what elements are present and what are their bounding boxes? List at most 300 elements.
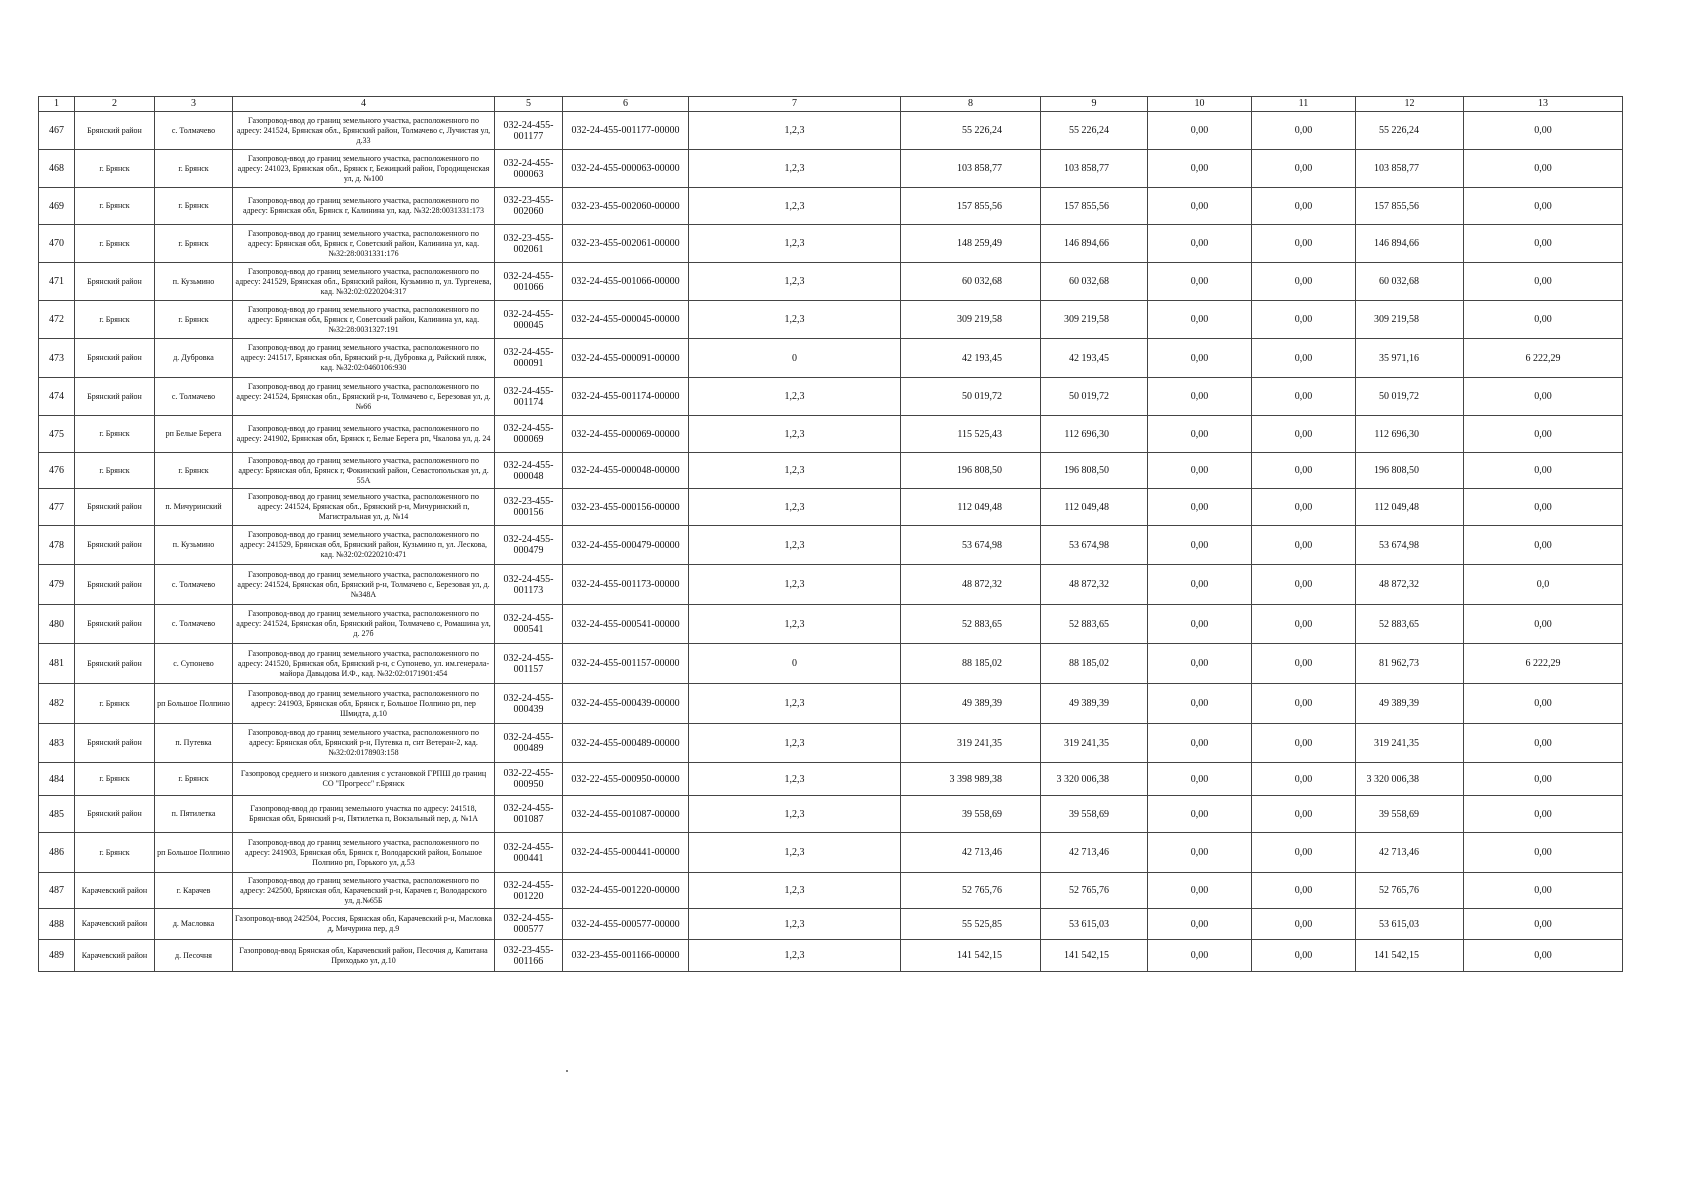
cell-initial-value: 50 019,72 <box>901 378 1041 416</box>
cell-book-value: 112 049,48 <box>1041 489 1148 526</box>
cell-value-col-11: 0,00 <box>1252 909 1356 940</box>
cell-initial-value: 53 674,98 <box>901 526 1041 565</box>
cell-district: г. Брянск <box>75 188 155 225</box>
cell-value-col-13: 0,00 <box>1464 489 1623 526</box>
cell-note-code: 1,2,3 <box>689 909 901 940</box>
cell-district: г. Брянск <box>75 225 155 263</box>
table-row <box>39 378 1623 416</box>
column-header-10: 10 <box>1148 97 1252 112</box>
cell-initial-value: 141 542,15 <box>901 940 1041 972</box>
cell-initial-value: 52 883,65 <box>901 605 1041 644</box>
cell-book-value: 52 765,76 <box>1041 873 1148 909</box>
cell-object-description: Газопровод-ввод до границ земельного участка, расположенного по адресу: Брянская обл, Брянск г, Советский район, Калинина ул, кад. №32:28:0031331:176 <box>233 225 495 263</box>
cell-district: Брянский район <box>75 339 155 378</box>
cell-object-description: Газопровод-ввод до границ земельного участка, расположенного по адресу: Брянская обл, Брянск г, Советский район, Калинина ул, кад. №32:28:0031327:191 <box>233 301 495 339</box>
cell-value-col-13: 0,00 <box>1464 909 1623 940</box>
cell-object-description: Газопровод-ввод до границ земельного участка по адресу: 241518, Брянская обл, Брянский р-н, Пятилетка п, Вокзальный пер, д. №1А <box>233 796 495 833</box>
cell-note-code: 1,2,3 <box>689 833 901 873</box>
cell-book-value: 53 674,98 <box>1041 526 1148 565</box>
cell-object-description: Газопровод-ввод до границ земельного участка, расположенного по адресу: 241520, Брянская обл, Брянский р-н, с Супонево, ул. им.генерала-майора Давыдова И.Ф., кад. №32:02:0171901:454 <box>233 644 495 684</box>
cell-object-description: Газопровод-ввод до границ земельного участка, расположенного по адресу: 241524, Брянская обл, Брянский район, Толмачево с, Ромашина ул, д. 27б <box>233 605 495 644</box>
cell-book-value: 141 542,15 <box>1041 940 1148 972</box>
cell-inventory-number: 032-24-455-001066 <box>495 263 563 301</box>
cell-row-number: 473 <box>39 339 75 378</box>
cell-row-number: 484 <box>39 763 75 796</box>
cell-value-col-10: 0,00 <box>1148 339 1252 378</box>
cell-residual-value: 42 713,46 <box>1356 833 1464 873</box>
cell-cadastral-code: 032-22-455-000950-00000 <box>563 763 689 796</box>
table-row <box>39 339 1623 378</box>
cell-inventory-number: 032-24-455-001220 <box>495 873 563 909</box>
cell-district: Брянский район <box>75 112 155 150</box>
cell-note-code: 1,2,3 <box>689 724 901 763</box>
cell-value-col-11: 0,00 <box>1252 796 1356 833</box>
cell-row-number: 488 <box>39 909 75 940</box>
cell-initial-value: 148 259,49 <box>901 225 1041 263</box>
cell-value-col-13: 6 222,29 <box>1464 339 1623 378</box>
cell-cadastral-code: 032-24-455-000479-00000 <box>563 526 689 565</box>
cell-initial-value: 115 525,43 <box>901 416 1041 453</box>
cell-value-col-13: 0,00 <box>1464 763 1623 796</box>
cell-note-code: 1,2,3 <box>689 796 901 833</box>
cell-cadastral-code: 032-23-455-002061-00000 <box>563 225 689 263</box>
cell-cadastral-code: 032-24-455-001220-00000 <box>563 873 689 909</box>
cell-inventory-number: 032-22-455-000950 <box>495 763 563 796</box>
cell-settlement: рп Большое Полпино <box>155 684 233 724</box>
cell-settlement: г. Брянск <box>155 301 233 339</box>
cell-inventory-number: 032-24-455-000479 <box>495 526 563 565</box>
cell-value-col-10: 0,00 <box>1148 796 1252 833</box>
cell-note-code: 1,2,3 <box>689 416 901 453</box>
cell-settlement: г. Брянск <box>155 453 233 489</box>
table-row <box>39 684 1623 724</box>
cell-value-col-13: 0,0 <box>1464 565 1623 605</box>
cell-settlement: с. Толмачево <box>155 112 233 150</box>
cell-value-col-13: 0,00 <box>1464 225 1623 263</box>
cell-value-col-11: 0,00 <box>1252 150 1356 188</box>
cell-district: Карачевский район <box>75 909 155 940</box>
cell-book-value: 196 808,50 <box>1041 453 1148 489</box>
cell-book-value: 42 713,46 <box>1041 833 1148 873</box>
cell-residual-value: 112 696,30 <box>1356 416 1464 453</box>
cell-value-col-11: 0,00 <box>1252 489 1356 526</box>
cell-row-number: 476 <box>39 453 75 489</box>
cell-value-col-13: 0,00 <box>1464 526 1623 565</box>
table-row <box>39 188 1623 225</box>
cell-object-description: Газопровод-ввод до границ земельного участка, расположенного по адресу: 241524, Брянская обл, Брянский р-н, Толмачево с, Березовая ул, д. №348А <box>233 565 495 605</box>
cell-book-value: 88 185,02 <box>1041 644 1148 684</box>
cell-book-value: 319 241,35 <box>1041 724 1148 763</box>
cell-cadastral-code: 032-24-455-000541-00000 <box>563 605 689 644</box>
cell-cadastral-code: 032-24-455-000439-00000 <box>563 684 689 724</box>
cell-residual-value: 196 808,50 <box>1356 453 1464 489</box>
cell-book-value: 112 696,30 <box>1041 416 1148 453</box>
cell-district: Брянский район <box>75 644 155 684</box>
cell-value-col-10: 0,00 <box>1148 833 1252 873</box>
cell-object-description: Газопровод-ввод до границ земельного участка, расположенного по адресу: 241902, Брянская обл, Брянск г, Белые Берега рп, Чкалова ул, д. 24 <box>233 416 495 453</box>
cell-value-col-11: 0,00 <box>1252 526 1356 565</box>
cell-object-description: Газопровод-ввод до границ земельного участка, расположенного по адресу: 241529, Брянская обл, Брянский район, Кузьмино п, ул. Лескова, кад. №32:02:0220210:471 <box>233 526 495 565</box>
cell-inventory-number: 032-24-455-000048 <box>495 453 563 489</box>
table-row <box>39 416 1623 453</box>
cell-residual-value: 50 019,72 <box>1356 378 1464 416</box>
column-header-9: 9 <box>1041 97 1148 112</box>
column-header-11: 11 <box>1252 97 1356 112</box>
table-row <box>39 225 1623 263</box>
cell-inventory-number: 032-24-455-000489 <box>495 724 563 763</box>
cell-value-col-13: 6 222,29 <box>1464 644 1623 684</box>
cell-value-col-11: 0,00 <box>1252 833 1356 873</box>
cell-value-col-10: 0,00 <box>1148 263 1252 301</box>
cell-row-number: 483 <box>39 724 75 763</box>
cell-residual-value: 39 558,69 <box>1356 796 1464 833</box>
cell-book-value: 157 855,56 <box>1041 188 1148 225</box>
cell-settlement: д. Масловка <box>155 909 233 940</box>
cell-residual-value: 60 032,68 <box>1356 263 1464 301</box>
cell-district: Брянский район <box>75 605 155 644</box>
cell-district: Карачевский район <box>75 873 155 909</box>
cell-residual-value: 49 389,39 <box>1356 684 1464 724</box>
cell-residual-value: 52 883,65 <box>1356 605 1464 644</box>
cell-inventory-number: 032-24-455-000439 <box>495 684 563 724</box>
table-row <box>39 724 1623 763</box>
cell-district: г. Брянск <box>75 833 155 873</box>
cell-row-number: 475 <box>39 416 75 453</box>
cell-inventory-number: 032-24-455-001087 <box>495 796 563 833</box>
cell-settlement: п. Путевка <box>155 724 233 763</box>
table-row <box>39 833 1623 873</box>
cell-object-description: Газопровод-ввод до границ земельного участка, расположенного по адресу: 241517, Брянская обл, Брянский р-н, Дубровка д, Райский пляж, кад. №32:02:0460106:930 <box>233 339 495 378</box>
cell-district: г. Брянск <box>75 684 155 724</box>
cell-value-col-13: 0,00 <box>1464 150 1623 188</box>
cell-residual-value: 112 049,48 <box>1356 489 1464 526</box>
cell-settlement: г. Брянск <box>155 150 233 188</box>
cell-initial-value: 103 858,77 <box>901 150 1041 188</box>
cell-residual-value: 146 894,66 <box>1356 225 1464 263</box>
cell-object-description: Газопровод-ввод 242504, Россия, Брянская обл, Карачевский р-н, Масловка д, Мичурина пер, д.9 <box>233 909 495 940</box>
cell-residual-value: 157 855,56 <box>1356 188 1464 225</box>
cell-settlement: г. Брянск <box>155 763 233 796</box>
cell-initial-value: 52 765,76 <box>901 873 1041 909</box>
cell-initial-value: 157 855,56 <box>901 188 1041 225</box>
cell-value-col-11: 0,00 <box>1252 940 1356 972</box>
cell-note-code: 1,2,3 <box>689 526 901 565</box>
cell-value-col-11: 0,00 <box>1252 263 1356 301</box>
cell-settlement: д. Песочня <box>155 940 233 972</box>
column-header-1: 1 <box>39 97 75 112</box>
cell-value-col-13: 0,00 <box>1464 605 1623 644</box>
cell-district: Брянский район <box>75 526 155 565</box>
cell-value-col-11: 0,00 <box>1252 684 1356 724</box>
cell-residual-value: 3 320 006,38 <box>1356 763 1464 796</box>
cell-value-col-13: 0,00 <box>1464 263 1623 301</box>
cell-book-value: 49 389,39 <box>1041 684 1148 724</box>
cell-cadastral-code: 032-24-455-001174-00000 <box>563 378 689 416</box>
cell-row-number: 485 <box>39 796 75 833</box>
cell-object-description: Газопровод-ввод до границ земельного участка, расположенного по адресу: 241524, Брянская обл., Брянский район, Толмачево с, Лучистая ул, д.33 <box>233 112 495 150</box>
cell-cadastral-code: 032-24-455-000441-00000 <box>563 833 689 873</box>
cell-object-description: Газопровод-ввод до границ земельного участка, расположенного по адресу: 241903, Брянская обл, Брянск г, Володарский район, Большое Полпино рп, Горького ул, д.53 <box>233 833 495 873</box>
cell-settlement: п. Кузьмино <box>155 526 233 565</box>
cell-district: Брянский район <box>75 565 155 605</box>
cell-cadastral-code: 032-23-455-001166-00000 <box>563 940 689 972</box>
cell-value-col-13: 0,00 <box>1464 724 1623 763</box>
cell-book-value: 103 858,77 <box>1041 150 1148 188</box>
table-row <box>39 796 1623 833</box>
cell-settlement: рп Большое Полпино <box>155 833 233 873</box>
cell-object-description: Газопровод-ввод до границ земельного участка, расположенного по адресу: 242500, Брянская обл, Карачевский р-н, Карачев г, Володарского ул, д.№65Б <box>233 873 495 909</box>
cell-value-col-11: 0,00 <box>1252 763 1356 796</box>
cell-value-col-10: 0,00 <box>1148 724 1252 763</box>
cell-value-col-11: 0,00 <box>1252 416 1356 453</box>
cell-settlement: п. Мичуринский <box>155 489 233 526</box>
cell-initial-value: 42 193,45 <box>901 339 1041 378</box>
cell-cadastral-code: 032-23-455-002060-00000 <box>563 188 689 225</box>
table-row <box>39 526 1623 565</box>
cell-value-col-10: 0,00 <box>1148 112 1252 150</box>
cell-row-number: 468 <box>39 150 75 188</box>
cell-value-col-13: 0,00 <box>1464 188 1623 225</box>
cell-value-col-13: 0,00 <box>1464 378 1623 416</box>
cell-value-col-10: 0,00 <box>1148 684 1252 724</box>
cell-row-number: 486 <box>39 833 75 873</box>
table-row <box>39 489 1623 526</box>
column-header-8: 8 <box>901 97 1041 112</box>
column-header-2: 2 <box>75 97 155 112</box>
table-row <box>39 565 1623 605</box>
cell-value-col-13: 0,00 <box>1464 112 1623 150</box>
cell-inventory-number: 032-23-455-002060 <box>495 188 563 225</box>
cell-note-code: 1,2,3 <box>689 150 901 188</box>
cell-cadastral-code: 032-24-455-001173-00000 <box>563 565 689 605</box>
cell-district: Брянский район <box>75 378 155 416</box>
cell-initial-value: 60 032,68 <box>901 263 1041 301</box>
scan-speck <box>566 1070 568 1072</box>
cell-value-col-11: 0,00 <box>1252 378 1356 416</box>
cell-value-col-11: 0,00 <box>1252 724 1356 763</box>
cell-book-value: 309 219,58 <box>1041 301 1148 339</box>
cell-value-col-10: 0,00 <box>1148 909 1252 940</box>
cell-object-description: Газопровод-ввод до границ земельного участка, расположенного по адресу: Брянская обл, Брянский р-н, Путевка п, снт Ветеран-2, кад. №32:02:0178903:158 <box>233 724 495 763</box>
cell-district: г. Брянск <box>75 763 155 796</box>
cell-settlement: с. Толмачево <box>155 378 233 416</box>
cell-object-description: Газопровод-ввод Брянская обл, Карачевский район, Песочня д, Капитана Приходько ул, д.10 <box>233 940 495 972</box>
table-row <box>39 263 1623 301</box>
table-row <box>39 909 1623 940</box>
cell-value-col-10: 0,00 <box>1148 453 1252 489</box>
cell-value-col-13: 0,00 <box>1464 873 1623 909</box>
column-header-5: 5 <box>495 97 563 112</box>
cell-residual-value: 53 674,98 <box>1356 526 1464 565</box>
table-row <box>39 873 1623 909</box>
cell-book-value: 53 615,03 <box>1041 909 1148 940</box>
cell-settlement: г. Карачев <box>155 873 233 909</box>
cell-cadastral-code: 032-24-455-000063-00000 <box>563 150 689 188</box>
cell-object-description: Газопровод среднего и низкого давления с установкой ГРПШ до границ СО "Прогресс" г.Брянск <box>233 763 495 796</box>
cell-row-number: 477 <box>39 489 75 526</box>
cell-value-col-10: 0,00 <box>1148 150 1252 188</box>
cell-book-value: 146 894,66 <box>1041 225 1148 263</box>
cell-row-number: 489 <box>39 940 75 972</box>
cell-settlement: г. Брянск <box>155 225 233 263</box>
cell-inventory-number: 032-24-455-001157 <box>495 644 563 684</box>
cell-value-col-13: 0,00 <box>1464 453 1623 489</box>
cell-district: г. Брянск <box>75 453 155 489</box>
column-header-12: 12 <box>1356 97 1464 112</box>
column-header-4: 4 <box>233 97 495 112</box>
cell-cadastral-code: 032-24-455-001087-00000 <box>563 796 689 833</box>
cell-settlement: с. Толмачево <box>155 605 233 644</box>
cell-residual-value: 48 872,32 <box>1356 565 1464 605</box>
cell-initial-value: 39 558,69 <box>901 796 1041 833</box>
table-row <box>39 605 1623 644</box>
cell-value-col-11: 0,00 <box>1252 873 1356 909</box>
cell-inventory-number: 032-24-455-000541 <box>495 605 563 644</box>
cell-residual-value: 55 226,24 <box>1356 112 1464 150</box>
cell-object-description: Газопровод-ввод до границ земельного участка, расположенного по адресу: 241524, Брянская обл., Брянский р-н, Мичуринский п, Магистральная ул, д. №14 <box>233 489 495 526</box>
cell-value-col-11: 0,00 <box>1252 112 1356 150</box>
cell-initial-value: 112 049,48 <box>901 489 1041 526</box>
cell-value-col-11: 0,00 <box>1252 565 1356 605</box>
table-row <box>39 644 1623 684</box>
cell-book-value: 3 320 006,38 <box>1041 763 1148 796</box>
table-body <box>39 112 1623 972</box>
cell-residual-value: 103 858,77 <box>1356 150 1464 188</box>
cell-district: Брянский район <box>75 796 155 833</box>
cell-book-value: 42 193,45 <box>1041 339 1148 378</box>
cell-object-description: Газопровод-ввод до границ земельного участка, расположенного по адресу: Брянская обл, Брянск г, Фокинский район, Севастопольская ул, д. 55А <box>233 453 495 489</box>
property-table <box>38 96 1623 972</box>
cell-value-col-10: 0,00 <box>1148 378 1252 416</box>
cell-cadastral-code: 032-23-455-000156-00000 <box>563 489 689 526</box>
cell-residual-value: 319 241,35 <box>1356 724 1464 763</box>
cell-inventory-number: 032-24-455-000577 <box>495 909 563 940</box>
table-row <box>39 301 1623 339</box>
cell-inventory-number: 032-24-455-000441 <box>495 833 563 873</box>
cell-value-col-10: 0,00 <box>1148 526 1252 565</box>
register-sheet <box>38 96 1622 972</box>
cell-note-code: 1,2,3 <box>689 112 901 150</box>
column-header-6: 6 <box>563 97 689 112</box>
cell-residual-value: 52 765,76 <box>1356 873 1464 909</box>
cell-initial-value: 309 219,58 <box>901 301 1041 339</box>
cell-inventory-number: 032-24-455-001177 <box>495 112 563 150</box>
cell-book-value: 50 019,72 <box>1041 378 1148 416</box>
cell-residual-value: 81 962,73 <box>1356 644 1464 684</box>
cell-cadastral-code: 032-24-455-001177-00000 <box>563 112 689 150</box>
cell-district: Карачевский район <box>75 940 155 972</box>
cell-row-number: 467 <box>39 112 75 150</box>
cell-initial-value: 88 185,02 <box>901 644 1041 684</box>
cell-note-code: 1,2,3 <box>689 301 901 339</box>
cell-district: Брянский район <box>75 724 155 763</box>
cell-row-number: 480 <box>39 605 75 644</box>
cell-object-description: Газопровод-ввод до границ земельного участка, расположенного по адресу: Брянская обл, Брянск г, Калинина ул, кад. №32:28:0031331:173 <box>233 188 495 225</box>
cell-note-code: 1,2,3 <box>689 763 901 796</box>
cell-object-description: Газопровод-ввод до границ земельного участка, расположенного по адресу: 241903, Брянская обл, Брянск г, Большое Полпино рп, пер Шмидта, д.10 <box>233 684 495 724</box>
cell-value-col-10: 0,00 <box>1148 873 1252 909</box>
cell-inventory-number: 032-23-455-002061 <box>495 225 563 263</box>
cell-value-col-11: 0,00 <box>1252 339 1356 378</box>
table-row <box>39 150 1623 188</box>
cell-settlement: д. Дубровка <box>155 339 233 378</box>
cell-value-col-11: 0,00 <box>1252 453 1356 489</box>
cell-note-code: 1,2,3 <box>689 565 901 605</box>
cell-row-number: 478 <box>39 526 75 565</box>
cell-row-number: 472 <box>39 301 75 339</box>
cell-inventory-number: 032-24-455-001174 <box>495 378 563 416</box>
cell-note-code: 1,2,3 <box>689 263 901 301</box>
cell-initial-value: 196 808,50 <box>901 453 1041 489</box>
table-row <box>39 453 1623 489</box>
cell-note-code: 1,2,3 <box>689 378 901 416</box>
cell-note-code: 1,2,3 <box>689 605 901 644</box>
cell-note-code: 1,2,3 <box>689 873 901 909</box>
cell-value-col-10: 0,00 <box>1148 301 1252 339</box>
table-row <box>39 763 1623 796</box>
cell-row-number: 487 <box>39 873 75 909</box>
column-header-13: 13 <box>1464 97 1623 112</box>
cell-value-col-10: 0,00 <box>1148 416 1252 453</box>
cell-value-col-10: 0,00 <box>1148 605 1252 644</box>
header-row <box>39 97 1623 112</box>
cell-book-value: 39 558,69 <box>1041 796 1148 833</box>
cell-row-number: 470 <box>39 225 75 263</box>
cell-initial-value: 42 713,46 <box>901 833 1041 873</box>
column-header-3: 3 <box>155 97 233 112</box>
cell-residual-value: 309 219,58 <box>1356 301 1464 339</box>
cell-value-col-11: 0,00 <box>1252 301 1356 339</box>
cell-note-code: 1,2,3 <box>689 453 901 489</box>
cell-value-col-11: 0,00 <box>1252 644 1356 684</box>
cell-cadastral-code: 032-24-455-000577-00000 <box>563 909 689 940</box>
cell-value-col-10: 0,00 <box>1148 644 1252 684</box>
cell-inventory-number: 032-23-455-001166 <box>495 940 563 972</box>
cell-value-col-13: 0,00 <box>1464 796 1623 833</box>
cell-initial-value: 319 241,35 <box>901 724 1041 763</box>
cell-value-col-13: 0,00 <box>1464 833 1623 873</box>
cell-inventory-number: 032-24-455-000045 <box>495 301 563 339</box>
cell-value-col-13: 0,00 <box>1464 301 1623 339</box>
cell-residual-value: 35 971,16 <box>1356 339 1464 378</box>
cell-cadastral-code: 032-24-455-000091-00000 <box>563 339 689 378</box>
cell-initial-value: 48 872,32 <box>901 565 1041 605</box>
cell-district: г. Брянск <box>75 150 155 188</box>
cell-residual-value: 53 615,03 <box>1356 909 1464 940</box>
cell-object-description: Газопровод-ввод до границ земельного участка, расположенного по адресу: 241023, Брянская обл., Брянск г, Бежицкий район, Городищенская ул, д. №100 <box>233 150 495 188</box>
cell-value-col-10: 0,00 <box>1148 763 1252 796</box>
cell-note-code: 1,2,3 <box>689 489 901 526</box>
cell-initial-value: 49 389,39 <box>901 684 1041 724</box>
cell-inventory-number: 032-23-455-000156 <box>495 489 563 526</box>
cell-note-code: 0 <box>689 339 901 378</box>
cell-object-description: Газопровод-ввод до границ земельного участка, расположенного по адресу: 241529, Брянская обл., Брянский район, Кузьмино п, ул. Тургенева, кад. №32:02:0220204:317 <box>233 263 495 301</box>
cell-settlement: с. Толмачево <box>155 565 233 605</box>
cell-value-col-11: 0,00 <box>1252 188 1356 225</box>
cell-row-number: 481 <box>39 644 75 684</box>
cell-value-col-13: 0,00 <box>1464 416 1623 453</box>
cell-inventory-number: 032-24-455-000091 <box>495 339 563 378</box>
cell-row-number: 469 <box>39 188 75 225</box>
cell-cadastral-code: 032-24-455-001157-00000 <box>563 644 689 684</box>
cell-inventory-number: 032-24-455-000063 <box>495 150 563 188</box>
cell-row-number: 482 <box>39 684 75 724</box>
table-row <box>39 940 1623 972</box>
cell-initial-value: 55 226,24 <box>901 112 1041 150</box>
cell-value-col-10: 0,00 <box>1148 188 1252 225</box>
cell-district: г. Брянск <box>75 416 155 453</box>
cell-value-col-10: 0,00 <box>1148 489 1252 526</box>
